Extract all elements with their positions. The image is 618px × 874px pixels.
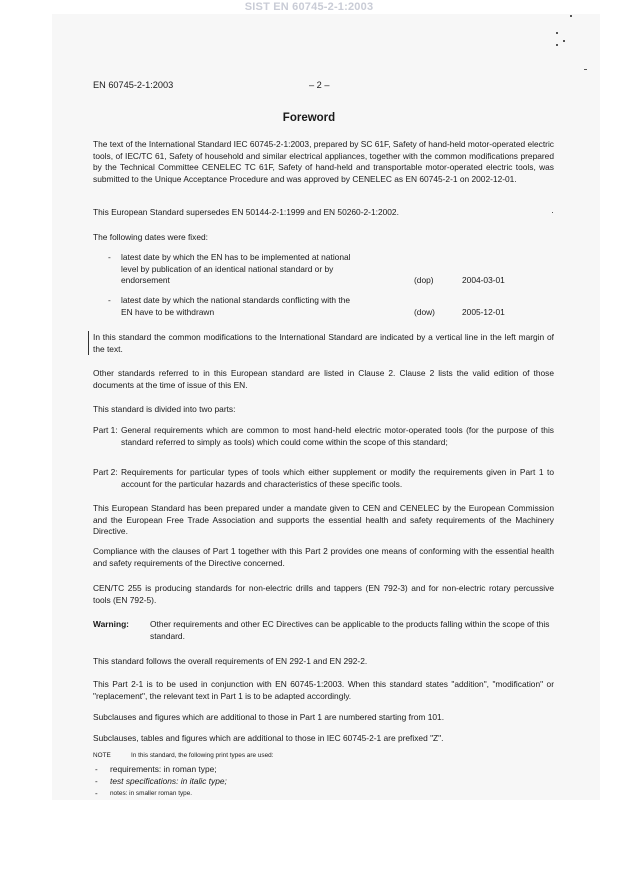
note-text: In this standard, the following print types are used: — [131, 752, 274, 759]
list-dash: - — [108, 295, 111, 305]
dates-intro-paragraph: The following dates were fixed: — [93, 232, 208, 242]
list-dash: - — [95, 777, 98, 786]
scan-speck — [556, 32, 558, 34]
date-item-dow-code: (dow) — [414, 307, 435, 317]
list-dash: - — [95, 789, 98, 798]
date-item-dop-text: latest date by which the EN has to be implemented at national level by publication of an identical national standard or by endorsement — [121, 252, 351, 285]
change-bar — [88, 331, 89, 355]
list-dash: - — [108, 252, 111, 262]
date-item-dop-date: 2004-03-01 — [462, 275, 505, 285]
part-2-label: Part 2: — [93, 467, 118, 477]
two-parts-paragraph: This standard is divided into two parts: — [93, 404, 236, 414]
common-modifications-paragraph: In this standard the common modifications to the International Standard are indicated by a vertical line in the left margin of the text. — [93, 332, 554, 354]
document-id: EN 60745-2-1:2003 — [93, 80, 174, 90]
part-1-text: General requirements which are common to most hand-held electric motor-operated tools (for the purpose of this standard referred to simply as tools) which could come within the scope of this standard; — [121, 425, 554, 447]
scan-speck — [556, 44, 558, 46]
part-1-label: Part 1: — [93, 425, 118, 435]
date-item-dow-text: latest date by which the national standards conflicting with the EN have to be withdrawn — [121, 295, 351, 317]
date-item-dop-code: (dop) — [414, 275, 434, 285]
compliance-paragraph: Compliance with the clauses of Part 1 together with this Part 2 provides one means of conforming with the essential health and safety requirements of the Directive concerned. — [93, 546, 554, 568]
scan-speck — [563, 40, 565, 42]
note-label: NOTE — [93, 752, 111, 759]
watermark: SIST EN 60745-2-1:2003 — [244, 1, 374, 13]
other-standards-paragraph: Other standards referred to in this European standard are listed in Clause 2. Clause 2 lists the valid edition of those documents at the time of issue of this EN. — [93, 368, 554, 390]
note-item-italic: test specifications: in italic type; — [110, 776, 227, 786]
page-number: – 2 – — [309, 80, 330, 90]
scan-speck — [570, 15, 572, 17]
list-dash: - — [95, 765, 98, 774]
cen-tc-paragraph: CEN/TC 255 is producing standards for non-electric drills and tappers (EN 792-3) and for non-electric rotary percussive tools (EN 792-5). — [93, 583, 554, 605]
conjunction-paragraph: This Part 2-1 is to be used in conjunction with EN 60745-1:2003. When this standard states "addition", "modification" or "replacement", the relevant text in Part 1 is to be adapted accordingly. — [93, 679, 554, 701]
part-2-text: Requirements for particular types of tools which either supplement or modify the requirements given in Part 1 to account for the particular hazards and characteristics of these specific tools. — [121, 467, 554, 489]
note-item-roman: requirements: in roman type; — [110, 764, 217, 774]
prefixed-z-paragraph: Subclauses, tables and figures which are additional to those in IEC 60745-2-1 are prefixed "Z". — [93, 733, 444, 743]
note-item-smaller: notes: in smaller roman type. — [110, 790, 193, 797]
warning-label: Warning: — [93, 619, 129, 629]
page-title: Foreword — [282, 112, 336, 124]
scan-speck — [584, 69, 587, 70]
warning-text: Other requirements and other EC Directives can be applicable to the products falling within the scope of this standard. — [150, 619, 550, 641]
date-item-dow-date: 2005-12-01 — [462, 307, 505, 317]
mandate-paragraph: This European Standard has been prepared under a mandate given to CEN and CENELEC by the European Commission and the European Free Trade Association and supports the essential health and safety requirements of the Machinery Directive. — [93, 503, 554, 536]
follows-paragraph: This standard follows the overall requirements of EN 292-1 and EN 292-2. — [93, 656, 368, 666]
subclauses-101-paragraph: Subclauses and figures which are additional to those in Part 1 are numbered starting from 101. — [93, 712, 445, 722]
supersedes-paragraph: This European Standard supersedes EN 50144-2-1:1999 and EN 50260-2-1:2002. — [93, 207, 399, 217]
intro-paragraph: The text of the International Standard IEC 60745-2-1:2003, prepared by SC 61F, Safety of hand-held motor-operated electric tools, of IEC/TC 61, Safety of household and similar electrical appliances, together with the common modifications prepared by the Technical Committee CENELEC TC 61F, Safety of hand-held and transportable motor-operated electric tools, was submitted to the Unique Acceptance Procedure and was approved by CENELEC as EN 60745-2-1 on 2002-12-01. — [93, 139, 554, 184]
